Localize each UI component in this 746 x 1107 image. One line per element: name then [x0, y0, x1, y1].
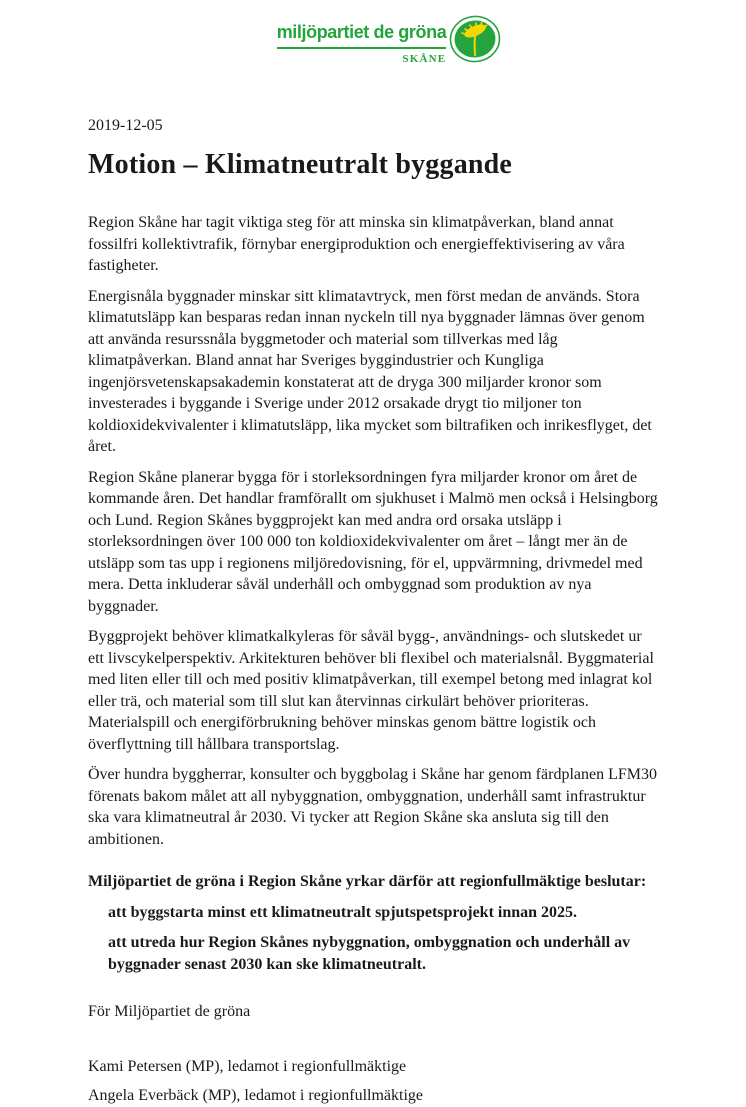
paragraph-5: Över hundra byggherrar, konsulter och byggbolag i Skåne har genom färdplanen LFM30 förenats bakom målet att all nybyggnation, ombyggnation, underhåll samt infrastruktur ska vara klimatneutral år 2030. Vi tycker att Region Skåne ska ansluta sig till den ambitionen. — [88, 766, 657, 848]
resolution-item-1: att byggstarta minst ett klimatneutralt spjutspetsprojekt innan 2025. — [108, 903, 578, 921]
signoff: För Miljöpartiet de gröna — [88, 1003, 251, 1020]
paragraph-3: Region Skåne planerar bygga för i storleksordningen fyra miljarder kronor om året de kommande åren. Det handlar framförallt om sjukhuset i Malmö men också i Helsingborg och Lund. Region Skånes byggprojekt kan med andra ord orsaka utsläpp i storleksordningen över 100 000 ton koldioxidekvivalenter om året – långt mer än de utsläpp som tas upp i regionens miljöredovisning, för el, uppvärmning, drivmedel med mera. Detta inkluderar såväl underhåll och ombyggnad som produktion av nya byggnader. — [88, 468, 658, 615]
document-date: 2019-12-05 — [88, 117, 163, 134]
region-label: SKÅNE — [402, 52, 447, 65]
paragraph-2: Energisnåla byggnader minskar sitt klimatavtryck, men först medan de används. Stora klimatutsläpp kan besparas redan innan nyckeln till nya byggnader lämnas över genom att använda resurssnåla byggmetoder och material som tillverkas med låg klimatpåverkan. Bland annat har Sveriges byggindustrier och Kungliga ingenjörsvetenskapsakademin konstaterat att de dryga 300 miljarder kronor som investerades i byggande i Sverige under 2012 orsakade drygt tio miljoner ton koldioxidekvivalenter i klimatutsläpp, lika mycket som biltrafiken och inrikesflyget, det året. — [88, 287, 652, 455]
resolution-section — [88, 871, 660, 975]
resolution-item-2: att utreda hur Region Skånes nybyggnation, ombyggnation och underhåll av byggnader senast 2030 kan ske klimatneutralt. — [108, 934, 631, 973]
document-body — [88, 0, 660, 1107]
signature-1: Kami Petersen (MP), ledamot i regionfullmäktige — [88, 1057, 407, 1075]
resolution-intro: Miljöpartiet de gröna i Region Skåne yrkar därför att regionfullmäktige beslutar: — [88, 873, 647, 890]
document-title: Motion – Klimatneutralt byggande — [88, 149, 513, 180]
paragraph-4: Byggprojekt behöver klimatkalkyleras för såväl bygg-, användnings- och slutskedet ur ett livscykelperspektiv. Arkitekturen behöver bli flexibel och materialsnål. Byggmaterial med liten eller till och med positiv klimatpåverkan, till exempel betong med inlagrat kol eller trä, och material som till slut kan återvinnas cirkulärt behöver prioriteras. Materialspill och energiförbrukning behöver minskas genom bättre logistik och överflyttning till hållbara transportslag. — [88, 628, 654, 753]
signature-2: Angela Everbäck (MP), ledamot i regionfullmäktige — [88, 1087, 424, 1104]
paragraph-1: Region Skåne har tagit viktiga steg för att minska sin klimatpåverkan, bland annat fossilfri kollektivtrafik, förnybar energiproduktion och energieffektivisering av våra fastigheter. — [88, 214, 625, 274]
party-wordmark: miljöpartiet de gröna — [276, 22, 447, 42]
